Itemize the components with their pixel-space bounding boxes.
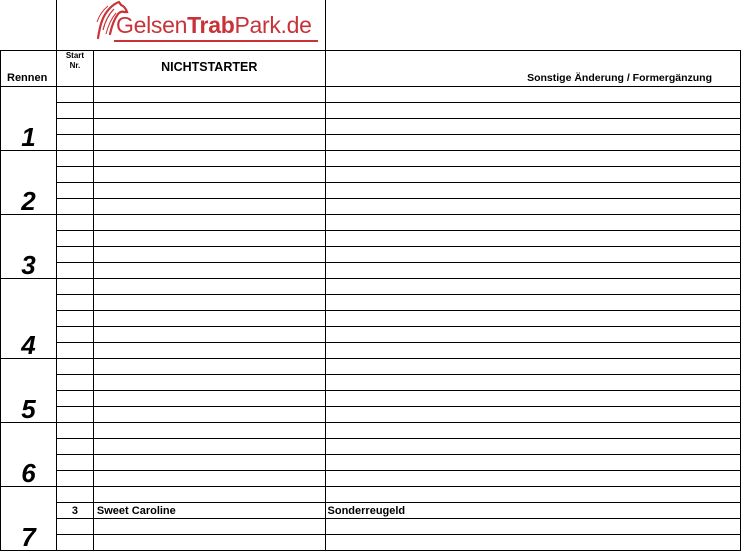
remark-cell[interactable] [325, 455, 740, 471]
race-number: 5 [1, 359, 57, 423]
nichtstarter-cell[interactable]: Sweet Caroline [93, 503, 325, 519]
race-number: 3 [1, 215, 57, 279]
nichtstarter-cell[interactable] [93, 199, 325, 215]
logo-underline [114, 40, 318, 42]
race-number: 6 [1, 423, 57, 487]
start-nr-cell[interactable] [56, 215, 93, 231]
table-row [1, 375, 741, 391]
remark-cell[interactable] [325, 119, 740, 135]
remark-cell[interactable] [325, 327, 740, 343]
nichtstarter-cell[interactable] [93, 535, 325, 551]
start-nr-cell[interactable] [56, 407, 93, 423]
nichtstarter-cell[interactable] [93, 423, 325, 439]
start-nr-cell[interactable] [56, 183, 93, 199]
remark-cell[interactable] [325, 183, 740, 199]
remark-cell[interactable] [325, 231, 740, 247]
remark-cell[interactable] [325, 215, 740, 231]
table-row [1, 343, 741, 359]
table-row [1, 535, 741, 551]
remark-cell[interactable]: Sonderreugeld [325, 503, 740, 519]
nichtstarter-cell[interactable] [93, 455, 325, 471]
remark-cell[interactable] [325, 311, 740, 327]
remark-cell[interactable] [325, 471, 740, 487]
remark-cell[interactable] [325, 359, 740, 375]
table-row [1, 87, 741, 103]
table-row [1, 279, 741, 295]
top-divider-left [56, 0, 57, 50]
logo-text: GelsenTrabPark.de [116, 12, 312, 38]
gelsentrabpark-logo [94, 0, 326, 50]
race-number: 1 [1, 87, 57, 151]
header-start-line1: Start [65, 51, 85, 60]
start-nr-cell[interactable] [56, 423, 93, 439]
start-nr-cell[interactable] [56, 247, 93, 263]
start-nr-cell[interactable] [56, 135, 93, 151]
start-nr-cell[interactable] [56, 359, 93, 375]
nichtstarter-cell[interactable] [93, 295, 325, 311]
start-nr-cell[interactable] [56, 471, 93, 487]
nichtstarter-cell[interactable] [93, 119, 325, 135]
remark-cell[interactable] [325, 519, 740, 535]
race-number: 4 [1, 279, 57, 359]
table-row [1, 423, 741, 439]
table-row [1, 407, 741, 423]
nichtstarter-cell[interactable] [93, 375, 325, 391]
header-rennen: Rennen [1, 51, 57, 87]
table-row [1, 151, 741, 167]
nichtstarter-table [0, 50, 741, 551]
nichtstarter-cell[interactable] [93, 167, 325, 183]
table-row [1, 295, 741, 311]
start-nr-cell[interactable] [56, 311, 93, 327]
start-nr-cell[interactable] [56, 103, 93, 119]
header-nichtstarter: NICHTSTARTER [93, 51, 325, 87]
table-row [1, 391, 741, 407]
nichtstarter-cell[interactable] [93, 343, 325, 359]
nichtstarter-cell[interactable] [93, 215, 325, 231]
start-nr-cell[interactable] [56, 439, 93, 455]
start-nr-cell[interactable] [56, 199, 93, 215]
nichtstarter-cell[interactable] [93, 519, 325, 535]
start-nr-cell[interactable] [56, 263, 93, 279]
remark-cell[interactable] [325, 407, 740, 423]
start-nr-cell[interactable] [56, 231, 93, 247]
remark-cell[interactable] [325, 487, 740, 503]
remark-cell[interactable] [325, 535, 740, 551]
table-row [1, 103, 741, 119]
nichtstarter-cell[interactable] [93, 407, 325, 423]
table-row [1, 231, 741, 247]
nichtstarter-cell[interactable] [93, 471, 325, 487]
table-row [1, 359, 741, 375]
nichtstarter-cell[interactable] [93, 87, 325, 103]
start-nr-cell[interactable] [56, 151, 93, 167]
start-nr-cell[interactable] [56, 327, 93, 343]
start-nr-cell[interactable] [56, 487, 93, 503]
nichtstarter-cell[interactable] [93, 391, 325, 407]
table-row [1, 439, 741, 455]
nichtstarter-cell[interactable] [93, 439, 325, 455]
remark-cell[interactable] [325, 199, 740, 215]
start-nr-cell[interactable] [56, 279, 93, 295]
remark-cell[interactable] [325, 343, 740, 359]
table-row [1, 311, 741, 327]
table-row [1, 519, 741, 535]
remark-cell[interactable] [325, 439, 740, 455]
start-nr-cell[interactable] [56, 375, 93, 391]
start-nr-cell[interactable]: 3 [56, 503, 93, 519]
nichtstarter-cell[interactable] [93, 183, 325, 199]
table-row [1, 455, 741, 471]
start-nr-cell[interactable] [56, 119, 93, 135]
table-row [1, 487, 741, 503]
start-nr-cell[interactable] [56, 87, 93, 103]
race-number: 2 [1, 151, 57, 215]
nichtstarter-cell[interactable] [93, 263, 325, 279]
header-row [1, 51, 741, 87]
nichtstarter-cell[interactable] [93, 487, 325, 503]
remark-cell[interactable] [325, 279, 740, 295]
nichtstarter-cell[interactable] [93, 103, 325, 119]
start-nr-cell[interactable] [56, 391, 93, 407]
header-sonstige: Sonstige Änderung / Formergänzung [325, 51, 740, 87]
table-row [1, 183, 741, 199]
table-row [1, 215, 741, 231]
nichtstarter-cell[interactable] [93, 247, 325, 263]
remark-cell[interactable] [325, 247, 740, 263]
start-nr-cell[interactable] [56, 295, 93, 311]
nichtstarter-cell[interactable] [93, 135, 325, 151]
table-row [1, 327, 741, 343]
remark-cell[interactable] [325, 375, 740, 391]
header-start-nr [56, 51, 93, 87]
top-divider-right [325, 0, 326, 50]
nichtstarter-cell[interactable] [93, 359, 325, 375]
start-nr-cell[interactable] [56, 167, 93, 183]
remark-cell[interactable] [325, 167, 740, 183]
nichtstarter-cell[interactable] [93, 311, 325, 327]
remark-cell[interactable] [325, 151, 740, 167]
remark-cell[interactable] [325, 87, 740, 103]
table-row [1, 503, 741, 519]
remark-cell[interactable] [325, 423, 740, 439]
table-row [1, 119, 741, 135]
table-row [1, 247, 741, 263]
start-nr-cell[interactable] [56, 455, 93, 471]
table-row [1, 263, 741, 279]
race-number: 7 [1, 487, 57, 551]
nichtstarter-cell[interactable] [93, 279, 325, 295]
remark-cell[interactable] [325, 135, 740, 151]
start-nr-cell[interactable] [56, 343, 93, 359]
remark-cell[interactable] [325, 295, 740, 311]
table-row [1, 167, 741, 183]
table-row [1, 199, 741, 215]
nichtstarter-cell[interactable] [93, 327, 325, 343]
header-start-line2: Nr. [69, 61, 81, 70]
nichtstarter-cell[interactable] [93, 231, 325, 247]
nichtstarter-cell[interactable] [93, 151, 325, 167]
remark-cell[interactable] [325, 103, 740, 119]
remark-cell[interactable] [325, 263, 740, 279]
remark-cell[interactable] [325, 391, 740, 407]
start-nr-cell[interactable] [56, 519, 93, 535]
table-row [1, 471, 741, 487]
table-row [1, 135, 741, 151]
start-nr-cell[interactable] [56, 535, 93, 551]
